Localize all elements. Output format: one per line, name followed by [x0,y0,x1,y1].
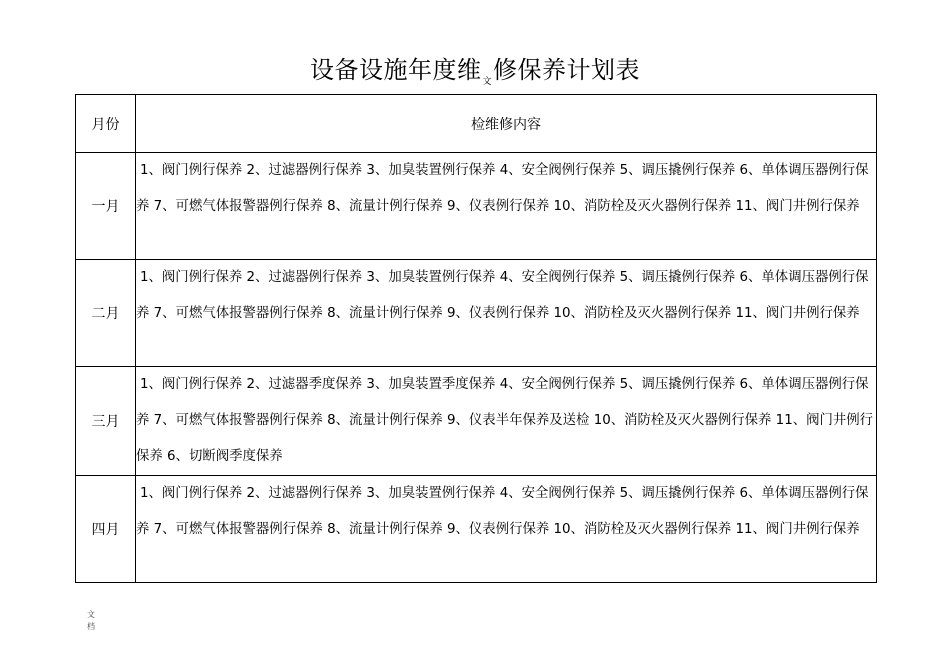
content-cell: 1、阀门例行保养 2、过滤器季度保养 3、加臭装置季度保养 4、安全阀例行保养 5、调压撬例行保养 6、单体调压器例行保养 7、可燃气体报警器例行保养 8、流量计例行保养 9、仪表半年保养及送检 10、消防栓及灭火器例行保养 11、阀门井例行保养 6、切断阀季度保养 [136,367,877,476]
header-content: 检维修内容 [136,95,877,153]
table-header-row [76,95,877,153]
month-cell: 四月 [76,476,136,583]
table-row [76,153,877,260]
header-month: 月份 [76,95,136,153]
footer-mark-line-1: 文 [87,610,95,619]
content-cell: 1、阀门例行保养 2、过滤器例行保养 3、加臭装置例行保养 4、安全阀例行保养 5、调压撬例行保养 6、单体调压器例行保养 7、可燃气体报警器例行保养 8、流量计例行保养 9、仪表例行保养 10、消防栓及灭火器例行保养 11、阀门井例行保养 [136,260,877,367]
table-row [76,476,877,583]
table-row [76,260,877,367]
month-cell: 三月 [76,367,136,476]
footer-mark-line-2: 档 [87,622,95,631]
content-cell: 1、阀门例行保养 2、过滤器例行保养 3、加臭装置例行保养 4、安全阀例行保养 5、调压撬例行保养 6、单体调压器例行保养 7、可燃气体报警器例行保养 8、流量计例行保养 9、仪表例行保养 10、消防栓及灭火器例行保养 11、阀门井例行保养 [136,153,877,260]
footer-doc-mark [84,609,98,633]
content-cell: 1、阀门例行保养 2、过滤器例行保养 3、加臭装置例行保养 4、安全阀例行保养 5、调压撬例行保养 6、单体调压器例行保养 7、可燃气体报警器例行保养 8、流量计例行保养 9、仪表例行保养 10、消防栓及灭火器例行保养 11、阀门井例行保养 [136,476,877,583]
title-main-part-1: 设备设施年度维 [309,56,482,84]
maintenance-plan-table [75,94,877,583]
page-title [0,50,950,87]
month-cell: 一月 [76,153,136,260]
title-main-part-2: 修保养计划表 [493,56,640,84]
table-row [76,367,877,476]
title-watermark-char: 文 [482,77,492,87]
month-cell: 二月 [76,260,136,367]
